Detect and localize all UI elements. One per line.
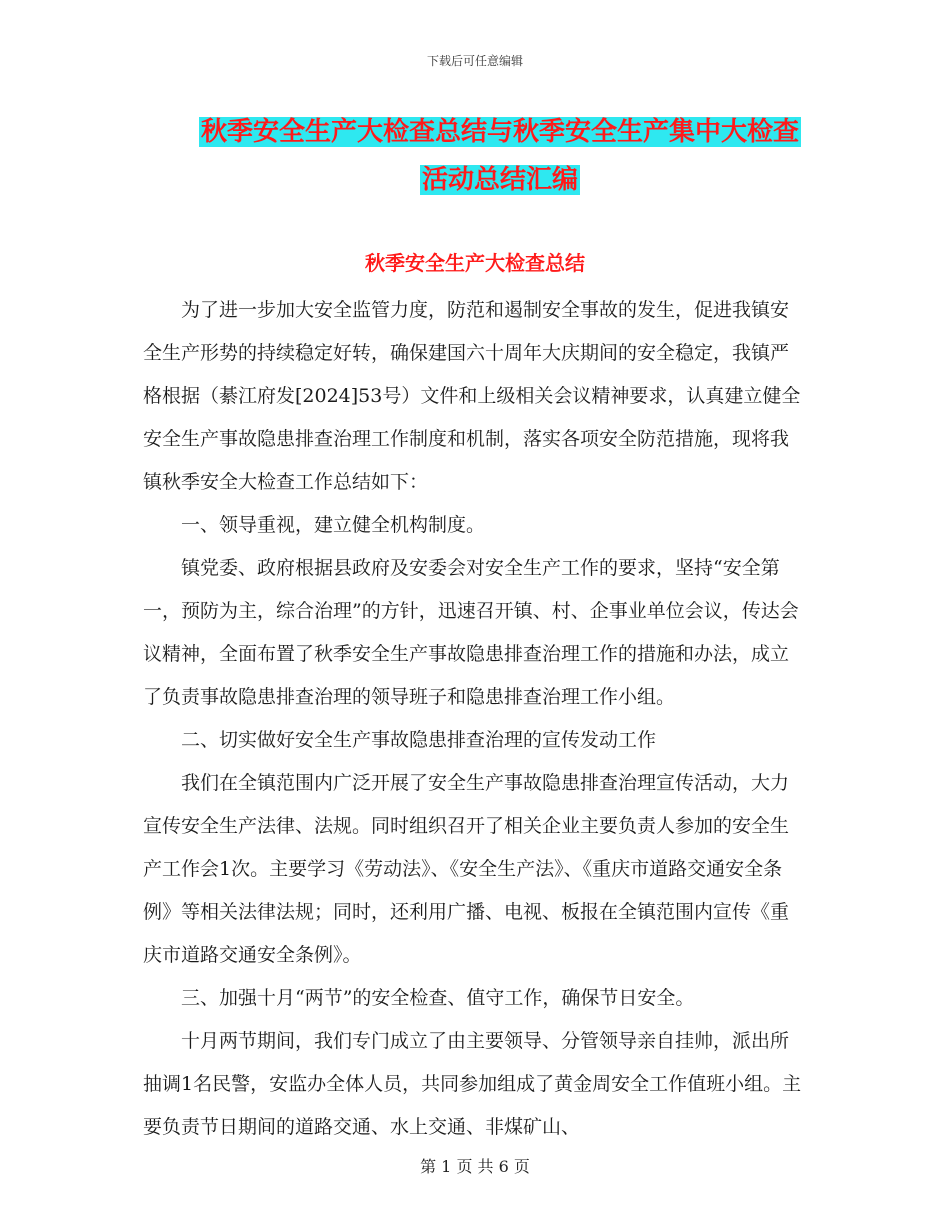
document-title-line-2: 活动总结汇编 (421, 165, 578, 195)
paragraph: 镇党委、政府根据县政府及安委会对安全生产工作的要求，坚持“安全第一，预防为主，综合治理”的方针，迅速召开镇、村、企事业单位会议，传达会议精神，全面布置了秋季安全生产事故隐患排查治理工作的措施和办法，成立了负责事故隐患排查治理的领导班子和隐患排查治理工作小组。 (143, 557, 799, 708)
document-title-line-1: 秋季安全生产大检查总结与秋季安全生产集中大检查 (200, 117, 799, 147)
paragraph: 为了进一步加大安全监管力度，防范和遏制安全事故的发生，促进我镇安全生产形势的持续稳定好转，确保建国六十周年大庆期间的安全稳定，我镇严格根据（綦江府发[2024]53号）文件和上级相关会议精神要求，认真建立健全安全生产事故隐患排查治理工作制度和机制，落实各项安全防范措施，现将我镇秋季安全大检查工作总结如下： (143, 299, 801, 493)
paragraph: 我们在全镇范围内广泛开展了安全生产事故隐患排查治理宣传活动，大力宣传安全生产法律、法规。同时组织召开了相关企业主要负责人参加的安全生产工作会1次。主要学习《劳动法》、《安全生产法》、《重庆市道路交通安全条例》等相关法律法规；同时，还利用广播、电视、板报在全镇范围内宣传《重庆市道路交通安全条例》。 (143, 772, 790, 966)
page-number: 第 1 页 共 6 页 (420, 1157, 530, 1176)
body-text (143, 289, 805, 1149)
paragraph: 十月两节期间，我们专门成立了由主要领导、分管领导亲自挂帅，派出所抽调1名民警，安监办全体人员，共同参加组成了黄金周安全工作值班小组。主要负责节日期间的道路交通、水上交通、非煤矿山、 (143, 1030, 802, 1138)
heading-holiday-safety: 三、加强十月“两节”的安全检查、值守工作，确保节日安全。 (181, 987, 695, 1009)
section-title: 秋季安全生产大检查总结 (365, 251, 585, 275)
heading-publicity: 二、切实做好安全生产事故隐患排查治理的宣传发动工作 (181, 729, 657, 751)
heading-leadership: 一、领导重视，建立健全机构制度。 (181, 514, 486, 536)
document-title (150, 108, 850, 204)
header-note: 下载后可任意编辑 (426, 54, 523, 68)
